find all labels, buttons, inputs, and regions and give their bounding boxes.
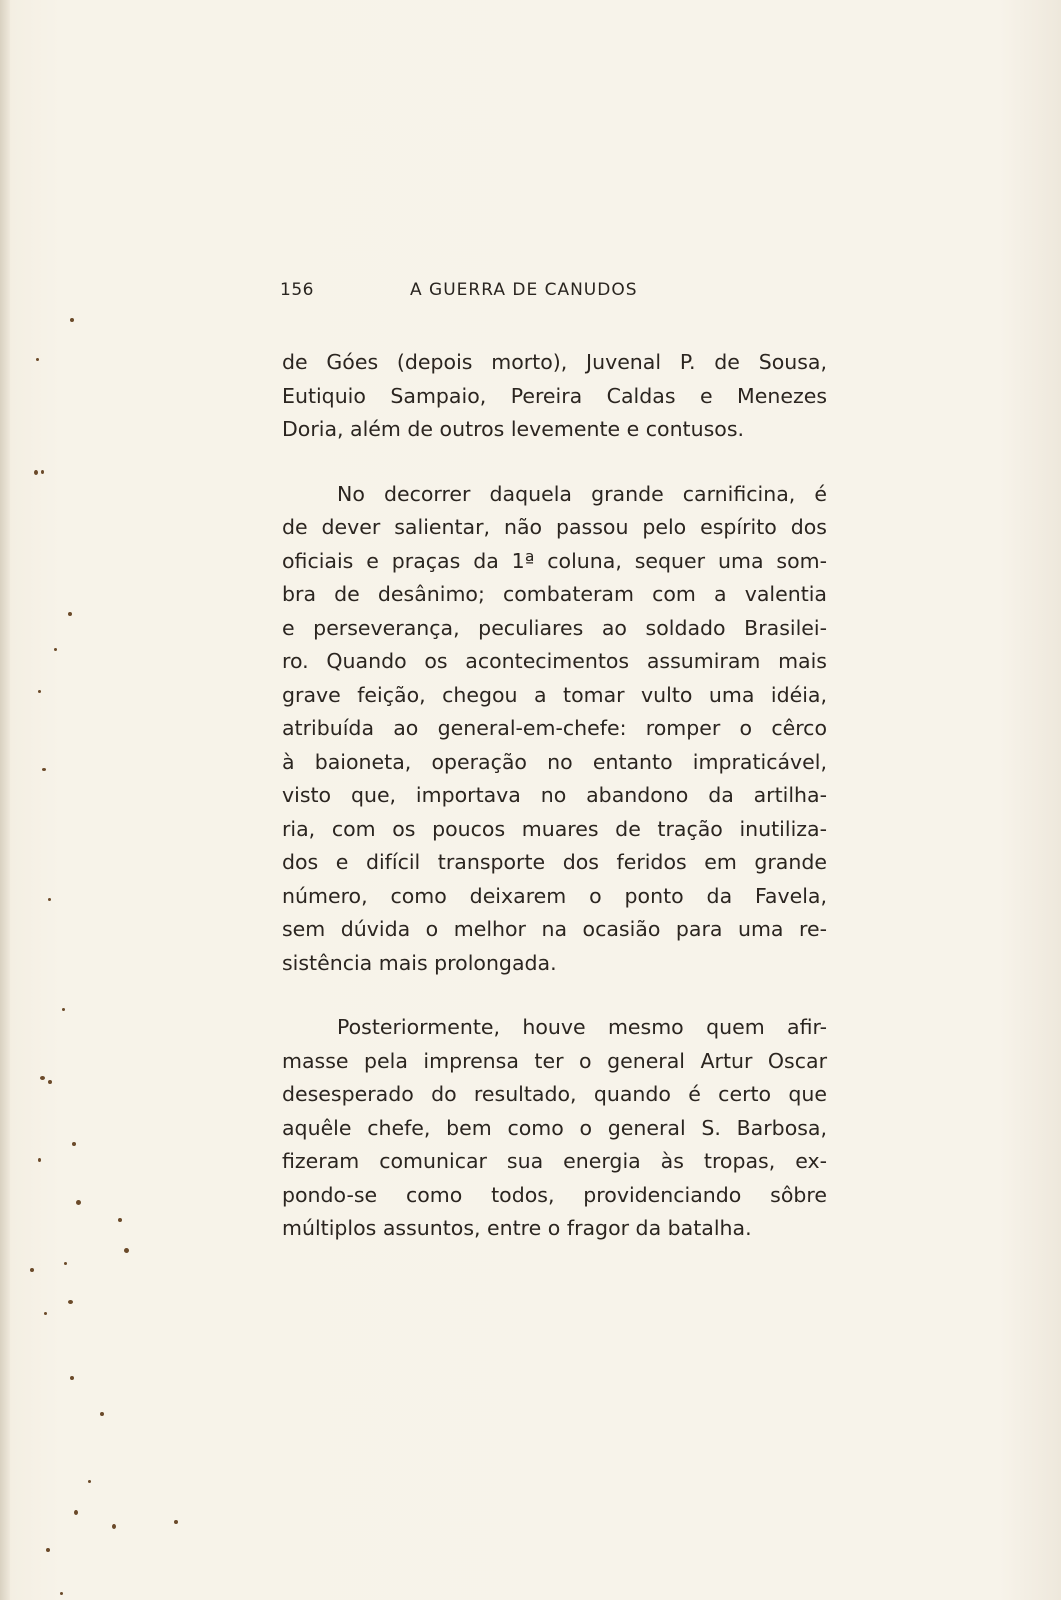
- paragraph: [282, 1011, 827, 1246]
- text-line: No decorrer daquela grande carnificina, é: [337, 481, 827, 506]
- running-title: A GUERRA DE CANUDOS: [410, 280, 638, 300]
- text-line: número, como deixarem o ponto da Favela,: [282, 883, 827, 908]
- text-line: grave feição, chegou a tomar vulto uma idéia,: [282, 682, 827, 707]
- text-line: dos e difícil transporte dos feridos em grande: [282, 850, 827, 874]
- foxing-speck: [41, 470, 44, 474]
- foxing-speck: [68, 612, 72, 616]
- text-line: visto que, importava no abandono da artilha-: [282, 783, 827, 807]
- paragraph: [282, 346, 827, 447]
- foxing-speck: [60, 1592, 63, 1595]
- foxing-speck: [38, 690, 41, 693]
- paragraph-gap: [282, 447, 827, 478]
- text-line: sem dúvida o melhor na ocasião para uma re-: [282, 917, 827, 941]
- foxing-speck: [54, 648, 57, 651]
- foxing-speck: [68, 1300, 73, 1304]
- text-line: ria, com os poucos muares de tração inutiliza-: [282, 816, 827, 841]
- foxing-speck: [36, 358, 39, 361]
- foxing-speck: [62, 1008, 65, 1011]
- text-line: oficiais e praças da 1ª coluna, sequer uma som-: [282, 548, 827, 573]
- text-line: desesperado do resultado, quando é certo que: [282, 1082, 827, 1106]
- foxing-speck: [118, 1218, 122, 1222]
- foxing-speck: [112, 1524, 116, 1529]
- foxing-speck: [38, 1158, 41, 1162]
- running-head: [280, 280, 700, 304]
- foxing-speck: [174, 1520, 178, 1524]
- text-line: Posteriormente, houve mesmo quem afir-: [337, 1015, 827, 1039]
- text-line: pondo-se como todos, providenciando sôbre: [282, 1182, 827, 1207]
- foxing-speck: [46, 1548, 50, 1552]
- text-line: Eutiquio Sampaio, Pereira Caldas e Menezes: [282, 383, 827, 408]
- text-line: de Góes (depois morto), Juvenal P. de Sousa,: [282, 350, 827, 374]
- page-spine-edge: [0, 0, 10, 1600]
- paragraph-gap: [282, 980, 827, 1011]
- foxing-speck: [70, 318, 74, 322]
- foxing-speck: [70, 1376, 74, 1380]
- text-line: Doria, além de outros levemente e contusos.: [282, 417, 745, 441]
- foxing-speck: [40, 1076, 45, 1080]
- foxing-speck: [88, 1480, 91, 1483]
- page-number: 156: [280, 280, 314, 300]
- foxing-speck: [44, 1312, 47, 1315]
- foxing-speck: [74, 1510, 78, 1515]
- text-line: e perseverança, peculiares ao soldado Brasilei-: [282, 615, 827, 640]
- foxing-speck: [48, 898, 51, 901]
- body-text: [282, 346, 827, 1246]
- foxing-speck: [30, 1268, 34, 1272]
- foxing-speck: [42, 768, 46, 771]
- foxing-speck: [64, 1262, 67, 1265]
- paragraph: [282, 478, 827, 981]
- text-line: ro. Quando os acontecimentos assumiram mais: [282, 649, 827, 673]
- foxing-speck: [48, 1080, 52, 1084]
- foxing-speck: [76, 1200, 81, 1205]
- text-line: fizeram comunicar sua energia às tropas, ex-: [282, 1149, 827, 1173]
- text-line: à baioneta, operação no entanto impraticável,: [282, 749, 827, 774]
- text-line: de dever salientar, não passou pelo espírito dos: [282, 515, 827, 539]
- foxing-speck: [100, 1412, 104, 1416]
- text-line: sistência mais prolongada.: [282, 950, 557, 975]
- text-line: masse pela imprensa ter o general Artur Oscar: [282, 1048, 827, 1073]
- foxing-speck: [124, 1248, 129, 1253]
- foxing-speck: [72, 1142, 76, 1146]
- text-line: bra de desânimo; combateram com a valentia: [282, 582, 827, 606]
- text-line: múltiplos assuntos, entre o fragor da batalha.: [282, 1216, 752, 1240]
- text-line: atribuída ao general-em-chefe: romper o cêrco: [282, 716, 827, 740]
- foxing-speck: [34, 470, 38, 475]
- text-line: aquêle chefe, bem como o general S. Barbosa,: [282, 1115, 827, 1140]
